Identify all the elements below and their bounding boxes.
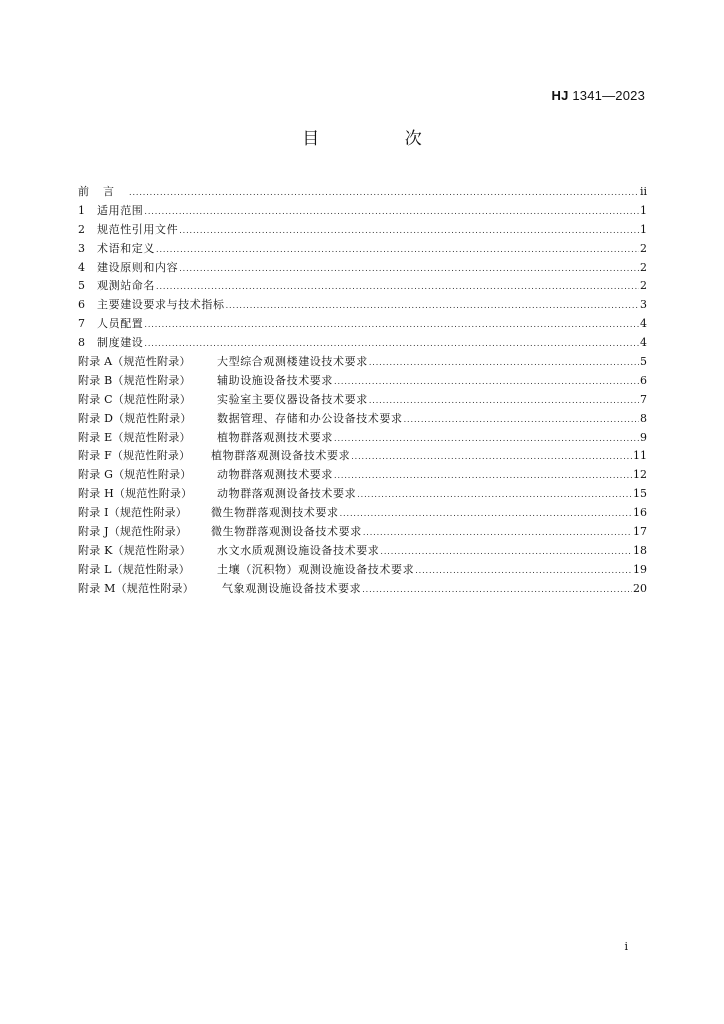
toc-dot-leader (362, 581, 632, 600)
toc-entry-appendix-k[interactable] (78, 542, 647, 561)
toc-entry-label: 植物群落观测技术要求 (217, 430, 333, 444)
toc-entry-section-7[interactable] (78, 315, 647, 334)
toc-entry-appendix-d[interactable] (78, 410, 647, 429)
toc-dot-leader (144, 203, 639, 222)
toc-entry-section-3[interactable] (78, 240, 647, 259)
toc-entry-section-6[interactable] (78, 296, 647, 315)
toc-dot-leader (226, 297, 639, 316)
toc-page-number: 12 (633, 468, 647, 482)
toc-entry-label: 规范性引用文件 (97, 222, 179, 236)
toc-entry-appendix-j[interactable] (78, 523, 647, 542)
toc-page-number: 1 (640, 222, 647, 236)
toc-dot-leader (340, 505, 632, 524)
page-number: i (624, 940, 628, 953)
toc-appendix-prefix: 附录 E（规范性附录） (78, 430, 191, 444)
toc-entry-label: 建设原则和内容 (97, 260, 179, 274)
toc-page-number: 2 (640, 241, 647, 255)
standard-prefix: HJ (551, 88, 569, 103)
toc-appendix-prefix: 附录 G（规范性附录） (78, 468, 192, 482)
toc-entry-label: 人员配置 (97, 317, 144, 331)
toc-entry-appendix-g[interactable] (78, 466, 647, 485)
toc-page-number: 6 (640, 373, 647, 387)
toc-entry-label: 辅助设施设备技术要求 (217, 373, 333, 387)
toc-entry-section-8[interactable] (78, 334, 647, 353)
toc-entry-label: 适用范围 (97, 203, 144, 217)
toc-page-number: 2 (640, 260, 647, 274)
toc-page-number: 7 (640, 392, 647, 406)
toc-dot-leader (129, 184, 639, 203)
toc-entry-label: 微生物群落观测设备技术要求 (211, 525, 362, 539)
toc-page-number: 16 (633, 506, 647, 520)
toc-entry-appendix-a[interactable] (78, 353, 647, 372)
toc-entry-appendix-b[interactable] (78, 372, 647, 391)
toc-page-number: ii (639, 185, 647, 198)
toc-dot-leader (363, 524, 632, 543)
toc-appendix-prefix: 附录 D（规范性附录） (78, 411, 192, 425)
toc-appendix-prefix: 附录 J（规范性附录） (78, 525, 188, 539)
toc-appendix-prefix: 附录 B（规范性附录） (78, 373, 191, 387)
toc-dot-leader (156, 241, 639, 260)
toc-entry-label: 主要建设要求与技术指标 (97, 298, 225, 312)
toc-entry-label: 术语和定义 (97, 241, 155, 255)
toc-entry-appendix-m[interactable] (78, 580, 647, 599)
toc-page-number: 9 (640, 430, 647, 444)
standard-number: 1341—2023 (572, 88, 645, 103)
toc-entry-label: 数据管理、存储和办公设备技术要求 (217, 411, 403, 425)
toc-dot-leader (179, 260, 639, 279)
toc-entry-section-2[interactable] (78, 221, 647, 240)
toc-dot-leader (369, 392, 639, 411)
toc-page-number: 17 (633, 525, 647, 539)
toc-dot-leader (334, 467, 632, 486)
toc-dot-leader (156, 278, 639, 297)
toc-entry-label: 制度建设 (97, 336, 144, 350)
toc-dot-leader (380, 543, 632, 562)
toc-dot-leader (404, 411, 639, 430)
toc-entry-label: 动物群落观测技术要求 (217, 468, 333, 482)
toc-entry-label: 大型综合观测楼建设技术要求 (217, 355, 368, 369)
toc-entry-label: 气象观测设施设备技术要求 (222, 581, 362, 595)
toc-dot-leader (179, 222, 639, 241)
toc-page-number: 20 (633, 581, 647, 595)
toc-entry-label: 前言 (78, 185, 128, 198)
toc-page-number: 2 (640, 279, 647, 293)
toc-entry-appendix-c[interactable] (78, 391, 647, 410)
toc-entry-section-4[interactable] (78, 259, 647, 278)
toc-dot-leader (144, 316, 639, 335)
table-of-contents (78, 183, 647, 599)
toc-page-number: 19 (633, 562, 647, 576)
toc-page-number: 4 (640, 336, 647, 350)
toc-page-number: 15 (633, 487, 647, 501)
toc-entry-label: 植物群落观测设备技术要求 (211, 449, 351, 463)
toc-appendix-prefix: 附录 A（规范性附录） (78, 355, 191, 369)
toc-entry-appendix-i[interactable] (78, 504, 647, 523)
toc-section-number: 3 (78, 241, 85, 255)
toc-dot-leader (357, 486, 632, 505)
toc-dot-leader (334, 430, 639, 449)
toc-page-number: 4 (640, 317, 647, 331)
toc-entry-foreword[interactable] (78, 183, 647, 202)
toc-page-number: 11 (633, 449, 647, 463)
toc-appendix-prefix: 附录 K（规范性附录） (78, 543, 191, 557)
toc-section-number: 4 (78, 260, 85, 274)
toc-entry-label: 动物群落观测设备技术要求 (217, 487, 357, 501)
toc-entry-section-1[interactable] (78, 202, 647, 221)
toc-section-number: 7 (78, 317, 85, 331)
toc-appendix-prefix: 附录 M（规范性附录） (78, 581, 194, 595)
toc-appendix-prefix: 附录 I（规范性附录） (78, 506, 188, 520)
toc-dot-leader (351, 448, 632, 467)
toc-entry-label: 观测站命名 (97, 279, 155, 293)
toc-page-number: 3 (640, 298, 647, 312)
toc-page-number: 1 (640, 203, 647, 217)
toc-dot-leader (334, 373, 639, 392)
toc-dot-leader (369, 354, 639, 373)
toc-page-number: 18 (633, 543, 647, 557)
toc-appendix-prefix: 附录 F（规范性附录） (78, 449, 191, 463)
toc-section-number: 5 (78, 279, 85, 293)
toc-entry-label: 微生物群落观测技术要求 (211, 506, 339, 520)
toc-section-number: 8 (78, 336, 85, 350)
toc-section-number: 6 (78, 298, 85, 312)
toc-entry-appendix-f[interactable] (78, 447, 647, 466)
toc-page-number: 5 (640, 355, 647, 369)
page-title: 目 次 (302, 129, 462, 149)
toc-appendix-prefix: 附录 L（规范性附录） (78, 562, 191, 576)
toc-section-number: 2 (78, 222, 85, 236)
toc-entry-label: 实验室主要仪器设备技术要求 (217, 392, 368, 406)
toc-appendix-prefix: 附录 H（规范性附录） (78, 487, 193, 501)
toc-dot-leader (144, 335, 639, 354)
standard-code (552, 88, 645, 103)
toc-dot-leader (415, 562, 632, 581)
toc-appendix-prefix: 附录 C（规范性附录） (78, 392, 192, 406)
toc-entry-appendix-h[interactable] (78, 485, 647, 504)
toc-entry-appendix-e[interactable] (78, 429, 647, 448)
toc-entry-label: 水文水质观测设施设备技术要求 (217, 543, 380, 557)
toc-section-number: 1 (78, 203, 85, 217)
toc-entry-label: 土壤（沉积物）观测设施设备技术要求 (217, 562, 415, 576)
toc-page-number: 8 (640, 411, 647, 425)
toc-entry-section-5[interactable] (78, 277, 647, 296)
toc-entry-appendix-l[interactable] (78, 561, 647, 580)
